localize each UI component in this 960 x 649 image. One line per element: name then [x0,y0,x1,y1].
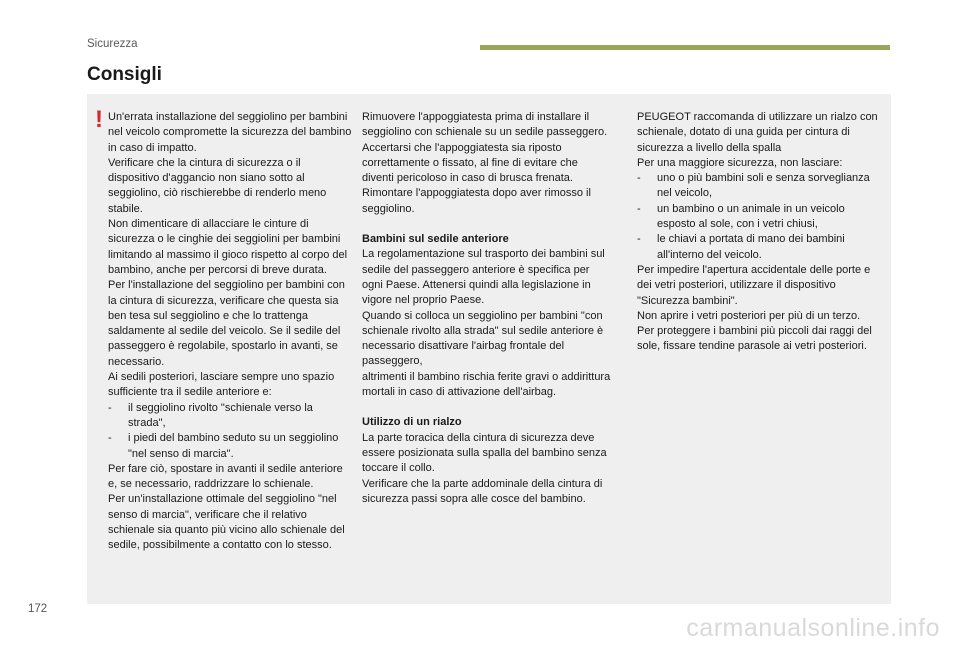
section-label: Sicurezza [87,38,138,50]
paragraph: La parte toracica della cintura di sicurezza deve essere posizionata sulla spalla del bambino senza toccare il collo. [362,431,607,475]
list-item: - un bambino o un animale in un veicolo esposto al sole, con i vetri chiusi, [637,202,882,233]
content-panel [87,94,891,604]
paragraph: Per l'installazione del seggiolino per bambini con la cintura di sicurezza, verificare che questa sia ben tesa sul seggiolino e che lo trattenga saldamente al sedile del veicolo. Se il sedile del passeggero è regolabile, spostarlo in avanti, se necessario. [108,279,345,368]
paragraph: Non dimenticare di allacciare le cinture di sicurezza o le cinghie dei seggiolini per bambini limitando al massimo il gioco rispetto al corpo del bambino, anche per percorsi di breve durata. [108,218,348,276]
subheading-front-seat: Bambini sul sedile anteriore [362,233,509,246]
paragraph: Per fare ciò, spostare in avanti il sedile anteriore e, se necessario, raddrizzare lo schienale. [108,462,343,491]
spacer [362,217,612,232]
paragraph: La regolamentazione sul trasporto dei bambini sul sedile del passeggero anteriore è specifica per ogni Paese. Attenersi quindi alla legislazione in vigore nel proprio Paese. [362,248,605,307]
warning-icon: ! [95,106,103,133]
paragraph: Per impedire l'apertura accidentale delle porte e dei vetri posteriori, utilizzare il dispositivo "Sicurezza bambini". [637,263,871,307]
paragraph: Quando si colloca un seggiolino per bambini "con schienale rivolto alla strada" sul sedile anteriore è necessario disattivare l'airbag frontale del passeggero, [362,309,604,368]
paragraph: Verificare che la parte addominale della cintura di sicurezza passi sopra alle cosce del bambino. [362,477,603,505]
paragraph: altrimenti il bambino rischia ferite gravi o addirittura mortali in caso di attivazione dell'airbag. [362,370,611,399]
paragraph: Per proteggere i bambini più piccoli dai raggi del sole, fissare tendine parasole ai vetri posteriori. [637,325,872,353]
paragraph: Non aprire i vetri posteriori per più di un terzo. [637,309,861,322]
list-item: - uno o più bambini soli e senza sorveglianza nel veicolo, [637,171,882,202]
paragraph: Verificare che la cintura di sicurezza o il dispositivo d'aggancio non siano sotto al seggiolino, ciò rischierebbe di renderlo meno stabile. [108,156,327,215]
list-item: - le chiavi a portata di mano dei bambini all'interno del veicolo. [637,232,882,263]
paragraph: Rimontare l'appoggiatesta dopo aver rimosso il seggiolino. [362,187,591,215]
column-3 [637,110,882,355]
watermark: carmanualsonline.info [686,614,940,642]
column-2 [362,110,612,507]
list-item: - il seggiolino rivolto "schienale verso la strada", [108,401,353,432]
bullet-list [637,171,882,263]
paragraph: Accertarsi che l'appoggiatesta sia riposto correttamente o fissato, al fine di evitare che diventi pericoloso in caso di brusca frenata. [362,141,578,185]
paragraph: Ai sedili posteriori, lasciare sempre uno spazio sufficiente tra il sedile anteriore e: [108,371,335,399]
header-bar [480,45,890,50]
paragraph: Per un'installazione ottimale del seggiolino "nel senso di marcia", verificare che il relativo schienale sia quanto più vicino allo schienale del sedile, possibilmente a contatto con lo stesso. [108,493,345,552]
page-number: 172 [28,603,48,615]
paragraph: Un'errata installazione del seggiolino per bambini nel veicolo compromette la sicurezza del bambino in caso di impatto. [108,111,352,154]
page-title: Consigli [87,64,162,85]
paragraph: Rimuovere l'appoggiatesta prima di installare il seggiolino con schienale su un sedile passeggero. [362,111,608,139]
spacer [362,400,612,415]
subheading-booster: Utilizzo di un rialzo [362,416,462,429]
list-item: - i piedi del bambino seduto su un seggiolino "nel senso di marcia". [108,431,353,462]
paragraph: Per una maggiore sicurezza, non lasciare: [637,156,843,169]
bullet-list [108,401,353,462]
column-1 [108,110,353,554]
paragraph: PEUGEOT raccomanda di utilizzare un rialzo con schienale, dotato di una guida per cintura di sicurezza a livello della spalla [637,111,878,154]
